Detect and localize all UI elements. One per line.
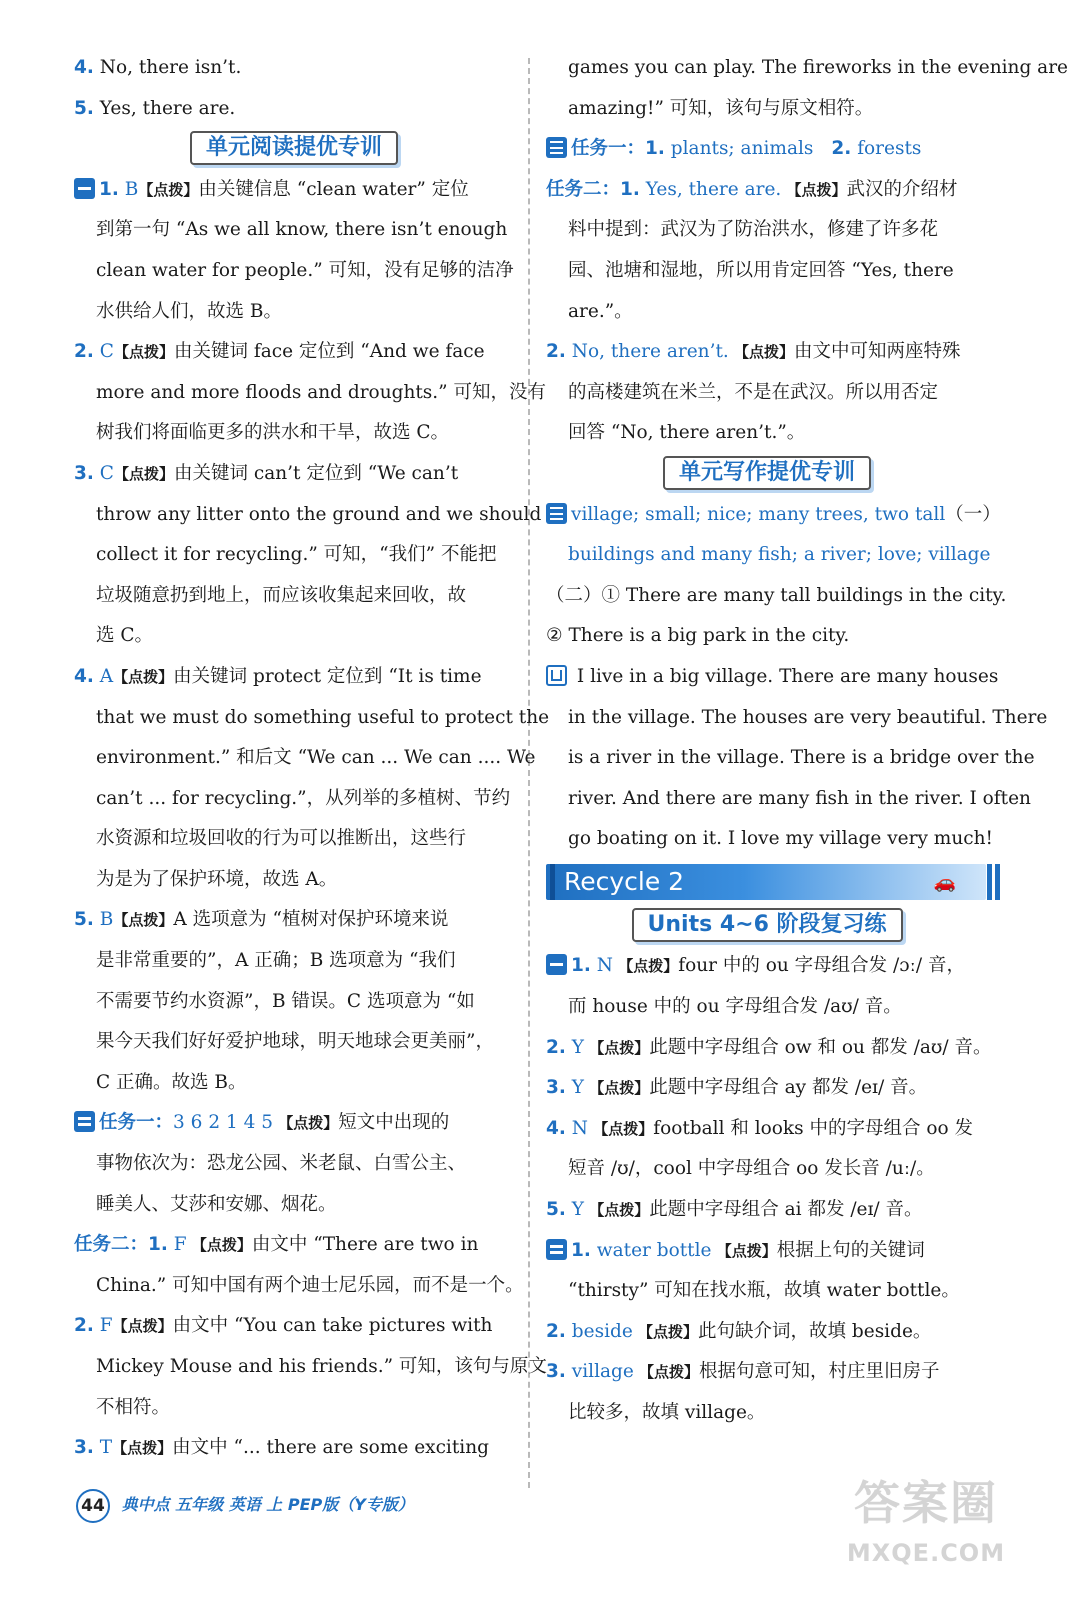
explanation-text: 由文中可知两座特殊 bbox=[794, 341, 961, 363]
section-banner-row bbox=[546, 906, 988, 947]
answer-line bbox=[74, 495, 542, 536]
answer-value: buildings and many fish; a river; love; village bbox=[568, 544, 991, 566]
answer-value: F bbox=[93, 1315, 113, 1337]
tip-label: 【点拨】 bbox=[711, 1241, 777, 1260]
section-number-icon bbox=[546, 137, 567, 158]
section-number-icon bbox=[74, 178, 95, 199]
explanation-text: 短音 /ʊ/，cool 中字母组合 oo 发长音 /uː/。 bbox=[568, 1158, 935, 1180]
question-number: 1. bbox=[148, 1234, 168, 1256]
answer-line bbox=[546, 616, 988, 657]
tip-label: 【点拨】 bbox=[113, 667, 174, 686]
answer-line bbox=[74, 616, 514, 657]
explanation-text: are.”。 bbox=[568, 300, 633, 322]
answer-line bbox=[74, 413, 514, 454]
section-number-icon bbox=[74, 1111, 95, 1132]
answer-value: T bbox=[93, 1437, 113, 1459]
answer-line bbox=[74, 454, 514, 495]
explanation-text: 由文中 “You can take pictures with bbox=[172, 1315, 493, 1337]
tip-label: 【点拨】 bbox=[781, 180, 847, 199]
explanation-text: 的高楼建筑在米兰，不是在武汉。所以用否定 bbox=[568, 381, 939, 403]
explanation-text: （二）① There are many tall buildings in the city. bbox=[546, 584, 1007, 606]
book-title: 典中点 五年级 英语 上 PEP版（Y专版） bbox=[121, 1495, 414, 1514]
answer-line bbox=[546, 698, 1048, 739]
answer-line bbox=[74, 1266, 524, 1307]
answer-line bbox=[74, 251, 514, 292]
explanation-text: 此题中字母组合 ow 和 ou 都发 /aʊ/ 音。 bbox=[649, 1036, 992, 1058]
explanation-text: 根据句意可知，村庄里旧房子 bbox=[699, 1361, 940, 1383]
answer-value: Yes, there are. bbox=[639, 178, 782, 200]
recycle-end-bar bbox=[987, 864, 992, 900]
answer-line bbox=[74, 982, 514, 1023]
explanation-text: Mickey Mouse and his friends.” 可知，该句与原文 bbox=[96, 1356, 547, 1377]
explanation-text: go boating on it. I love my village very much! bbox=[568, 828, 993, 850]
explanation-text: I live in a big village. There are many houses bbox=[571, 665, 999, 687]
explanation-text: 水供给人们，故选 B。 bbox=[96, 300, 282, 322]
answer-line bbox=[546, 1312, 988, 1353]
section-number-icon bbox=[546, 503, 567, 524]
tip-label: 【点拨】 bbox=[112, 1439, 173, 1458]
explanation-text: ② There is a big park in the city. bbox=[546, 625, 850, 647]
answer-value: beside bbox=[565, 1320, 633, 1342]
answer-line bbox=[74, 1103, 514, 1144]
explanation-text: 不相符。 bbox=[96, 1396, 171, 1418]
tip-label: 【点拨】 bbox=[113, 464, 174, 483]
answer-line bbox=[546, 738, 1035, 779]
answer-line bbox=[74, 170, 514, 211]
section-number-icon bbox=[546, 665, 567, 686]
section-banner: 单元阅读提优专训 bbox=[190, 131, 398, 165]
question-number: 4. bbox=[74, 57, 94, 78]
answer-line bbox=[74, 332, 514, 373]
answer-value: village; small; nice; many trees, two tall bbox=[571, 503, 946, 525]
section-number-icon bbox=[546, 954, 567, 975]
answer-value: Y bbox=[565, 1036, 584, 1058]
tip-label: 【点拨】 bbox=[186, 1236, 252, 1255]
recycle-banner bbox=[546, 864, 986, 900]
explanation-text: China.” 可知中国有两个迪士尼乐园，而不是一个。 bbox=[96, 1274, 524, 1296]
explanation-text: river. And there are many fish in the river. I often bbox=[568, 787, 1031, 809]
page-footer bbox=[76, 1488, 414, 1522]
explanation-text: 比较多，故填 village。 bbox=[568, 1402, 766, 1423]
answer-value: No, there aren’t. bbox=[565, 341, 729, 363]
answer-line bbox=[74, 48, 514, 89]
answer-line bbox=[546, 210, 988, 251]
explanation-text: 水资源和垃圾回收的行为可以推断出，这些行 bbox=[96, 828, 467, 850]
answer-line bbox=[74, 1185, 514, 1226]
explanation-text: （一） bbox=[945, 503, 1001, 525]
car-icon: 🚗 bbox=[933, 871, 956, 893]
answer-line bbox=[546, 332, 988, 373]
answer-line bbox=[74, 779, 514, 820]
answer-value: B bbox=[93, 909, 114, 931]
answer-line bbox=[546, 373, 988, 414]
question-number: 3. bbox=[74, 462, 94, 484]
answer-line bbox=[546, 1271, 988, 1312]
explanation-text: that we must do something useful to protect the bbox=[96, 706, 550, 728]
task-label: 任务二： bbox=[546, 178, 621, 200]
explanation-text: 由关键词 face 定位到 “And we face bbox=[173, 341, 485, 363]
explanation-text: 根据上句的关键词 bbox=[776, 1239, 925, 1261]
section-number-icon bbox=[546, 1239, 567, 1260]
tip-label: 【点拨】 bbox=[612, 957, 679, 976]
explanation-text: No, there isn’t. bbox=[93, 57, 242, 78]
explanation-text: 由关键词 protect 定位到 “It is time bbox=[173, 665, 482, 687]
explanation-text: C 正确。故选 B。 bbox=[96, 1071, 247, 1093]
explanation-text: Yes, there are. bbox=[93, 97, 236, 119]
answer-line bbox=[74, 900, 514, 941]
explanation-text: in the village. The houses are very beautiful. There bbox=[568, 706, 1048, 728]
question-number: 1. bbox=[571, 955, 591, 977]
tip-label: 【点拨】 bbox=[138, 180, 199, 199]
answer-line bbox=[546, 292, 988, 333]
explanation-text: 果今天我们好好爱护地球，明天地球会更美丽”， bbox=[96, 1031, 494, 1053]
question-number: 2. bbox=[546, 1036, 566, 1058]
tip-label: 【点拨】 bbox=[113, 911, 174, 930]
answer-line bbox=[74, 373, 547, 414]
answer-line bbox=[74, 576, 514, 617]
answer-line bbox=[74, 1225, 514, 1266]
answer-line bbox=[74, 1144, 514, 1185]
explanation-text: 而 house 中的 ou 字母组合发 /aʊ/ 音。 bbox=[568, 996, 902, 1018]
explanation-text: more and more floods and droughts.” 可知，没有 bbox=[96, 381, 547, 403]
tip-label: 【点拨】 bbox=[113, 343, 174, 362]
explanation-text: 由文中 “... there are some exciting bbox=[172, 1437, 489, 1459]
page-number: 44 bbox=[76, 1489, 110, 1523]
answer-value: A bbox=[93, 665, 114, 687]
answer-line bbox=[546, 946, 988, 987]
answer-line bbox=[546, 1109, 988, 1150]
question-number: 2. bbox=[546, 341, 566, 363]
answer-line bbox=[74, 1388, 514, 1429]
answer-line bbox=[546, 48, 1068, 89]
answer-line bbox=[546, 1068, 988, 1109]
answer-line bbox=[546, 1393, 988, 1434]
answer-line bbox=[74, 1063, 514, 1104]
answer-value: N bbox=[590, 955, 613, 977]
explanation-text: 由文中 “There are two in bbox=[251, 1234, 479, 1256]
answer-line bbox=[546, 1352, 988, 1393]
explanation-text: four 中的 ou 字母组合发 /ɔː/ 音， bbox=[678, 955, 965, 977]
explanation-text: amazing!” 可知，该句与原文相符。 bbox=[568, 97, 874, 119]
explanation-text: can’t ... for recycling.”，从列举的多植树、节约 bbox=[96, 787, 511, 809]
answer-value: 3 6 2 1 4 5 bbox=[173, 1112, 274, 1134]
question-number: 1. bbox=[571, 1239, 591, 1261]
task-label: 任务二： bbox=[74, 1234, 149, 1256]
explanation-text: 是非常重要的”，A 正确；B 选项意为 “我们 bbox=[96, 950, 456, 972]
answer-value: C bbox=[93, 341, 114, 363]
question-number: 5. bbox=[546, 1199, 566, 1221]
answer-value: C bbox=[93, 462, 114, 484]
explanation-text: environment.” 和后文 “We can ... We can .... We bbox=[96, 747, 536, 769]
explanation-text: 此题中字母组合 ai 都发 /eɪ/ 音。 bbox=[649, 1199, 923, 1221]
answer-line bbox=[546, 657, 999, 698]
section-banner: 单元写作提优专训 bbox=[663, 456, 871, 490]
answer-line bbox=[546, 819, 993, 860]
question-number: 3. bbox=[546, 1361, 566, 1383]
recycle-title: Recycle 2 bbox=[564, 866, 685, 896]
section-banner-row bbox=[74, 129, 514, 170]
explanation-text: “thirsty” 可知在找水瓶，故填 water bottle。 bbox=[568, 1280, 960, 1302]
answer-value: plants; animals bbox=[664, 138, 814, 160]
question-number: 2. bbox=[831, 138, 852, 160]
tip-label: 【点拨】 bbox=[112, 1317, 173, 1336]
explanation-text: 园、池塘和湿地，所以用肯定回答 “Yes, there bbox=[568, 259, 954, 281]
answer-line bbox=[74, 1306, 514, 1347]
answer-line bbox=[74, 738, 536, 779]
answer-line bbox=[546, 251, 988, 292]
recycle-bar bbox=[550, 864, 555, 900]
explanation-text: 为是为了保护环境，故选 A。 bbox=[96, 868, 338, 890]
explanation-text: 垃圾随意扔到地上，而应该收集起来回收，故 bbox=[96, 584, 467, 606]
answer-value: forests bbox=[851, 138, 922, 160]
question-number: 5. bbox=[74, 909, 94, 931]
answer-line bbox=[546, 1190, 988, 1231]
tip-label: 【点拨】 bbox=[584, 1079, 650, 1098]
explanation-text: 不需要节约水资源”，B 错误。C 选项意为 “如 bbox=[96, 990, 475, 1012]
explanation-text: 到第一句 “As we all know, there isn’t enough bbox=[96, 219, 508, 241]
section-banner: Units 4~6 阶段复习练 bbox=[632, 908, 903, 942]
explanation-text: 此题中字母组合 ay 都发 /eɪ/ 音。 bbox=[649, 1077, 928, 1099]
explanation-text: 睡美人、艾莎和安娜、烟花。 bbox=[96, 1193, 337, 1215]
question-number: 2. bbox=[74, 341, 94, 363]
answer-line bbox=[546, 779, 1031, 820]
explanation-text: clean water for people.” 可知，没有足够的洁净 bbox=[96, 259, 514, 281]
tip-label: 【点拨】 bbox=[587, 1119, 654, 1138]
answer-line bbox=[546, 170, 988, 211]
explanation-text: is a river in the village. There is a bridge over the bbox=[568, 747, 1035, 769]
answer-line bbox=[74, 535, 514, 576]
task-label: 任务一： bbox=[99, 1112, 174, 1134]
answer-line bbox=[546, 987, 988, 1028]
answer-line bbox=[74, 698, 550, 739]
answer-value: Y bbox=[565, 1199, 584, 1221]
watermark-logo bbox=[846, 1470, 1006, 1588]
explanation-text: football 和 looks 中的字母组合 oo 发 bbox=[653, 1117, 974, 1139]
question-number: 2. bbox=[546, 1320, 566, 1342]
question-number: 1. bbox=[620, 178, 640, 200]
answer-line bbox=[546, 1149, 988, 1190]
answer-line bbox=[546, 1028, 992, 1069]
answer-line bbox=[74, 210, 514, 251]
explanation-text: 此句缺介词，故填 beside。 bbox=[698, 1320, 932, 1342]
task-label: 任务一： bbox=[571, 138, 646, 160]
answer-line bbox=[74, 1347, 547, 1388]
explanation-text: 树我们将面临更多的洪水和干旱，故选 C。 bbox=[96, 422, 450, 444]
tip-label: 【点拨】 bbox=[584, 1201, 650, 1220]
answer-line bbox=[74, 941, 514, 982]
explanation-text: collect it for recycling.” 可知，“我们” 不能把 bbox=[96, 544, 497, 566]
question-number: 4. bbox=[74, 665, 94, 687]
answer-value: F bbox=[167, 1234, 187, 1256]
answer-line bbox=[546, 413, 988, 454]
right-column bbox=[546, 48, 1068, 1434]
tip-label: 【点拨】 bbox=[632, 1322, 699, 1341]
recycle-header bbox=[546, 862, 988, 906]
watermark-line1: 答案圈 bbox=[854, 1476, 998, 1530]
question-number: 4. bbox=[546, 1117, 566, 1139]
explanation-text: 由关键信息 “clean water” 定位 bbox=[198, 178, 469, 200]
answer-line bbox=[546, 89, 988, 130]
answer-line bbox=[546, 576, 1007, 617]
answer-line bbox=[546, 535, 991, 576]
answer-line bbox=[74, 1022, 514, 1063]
answer-line bbox=[546, 129, 988, 170]
question-number: 3. bbox=[74, 1437, 94, 1459]
explanation-text: games you can play. The fireworks in the evening are bbox=[568, 57, 1068, 78]
answer-value: B bbox=[118, 178, 139, 200]
answer-line bbox=[74, 89, 514, 130]
explanation-text: 短文中出现的 bbox=[338, 1112, 450, 1134]
question-number: 1. bbox=[645, 138, 665, 160]
explanation-text: 选 C。 bbox=[96, 625, 154, 647]
watermark-line2: MXQE.COM bbox=[846, 1539, 1006, 1567]
answer-line bbox=[74, 819, 514, 860]
question-number: 2. bbox=[74, 1315, 94, 1337]
answer-value: water bottle bbox=[590, 1239, 712, 1261]
explanation-text: 料中提到：武汉为了防治洪水，修建了许多花 bbox=[568, 219, 939, 241]
answer-value: N bbox=[565, 1117, 588, 1139]
left-column bbox=[74, 48, 550, 1469]
answer-value: Y bbox=[565, 1077, 584, 1099]
answer-line bbox=[546, 495, 1001, 536]
explanation-text: 由关键词 can’t 定位到 “We can’t bbox=[173, 462, 459, 484]
explanation-text: 回答 “No, there aren’t.”。 bbox=[568, 422, 806, 444]
answer-line bbox=[546, 1231, 988, 1272]
explanation-text: 事物依次为：恐龙公园、米老鼠、白雪公主、 bbox=[96, 1153, 467, 1175]
tip-label: 【点拨】 bbox=[584, 1038, 650, 1057]
answer-line bbox=[74, 860, 514, 901]
explanation-text: 武汉的介绍材 bbox=[846, 178, 958, 200]
tip-label: 【点拨】 bbox=[728, 343, 795, 362]
explanation-text: A 选项意为 “植树对保护环境来说 bbox=[173, 909, 449, 931]
explanation-text: throw any litter onto the ground and we should bbox=[96, 503, 542, 525]
question-number: 3. bbox=[546, 1077, 566, 1099]
recycle-end-bar bbox=[995, 864, 1000, 900]
answer-line bbox=[74, 657, 514, 698]
question-number: 5. bbox=[74, 97, 94, 119]
section-banner-row bbox=[546, 454, 988, 495]
tip-label: 【点拨】 bbox=[633, 1363, 700, 1382]
answer-value: village bbox=[565, 1361, 634, 1383]
answer-line bbox=[74, 292, 514, 333]
answer-line bbox=[74, 1428, 514, 1469]
question-number: 1. bbox=[99, 178, 119, 200]
tip-label: 【点拨】 bbox=[273, 1114, 339, 1133]
